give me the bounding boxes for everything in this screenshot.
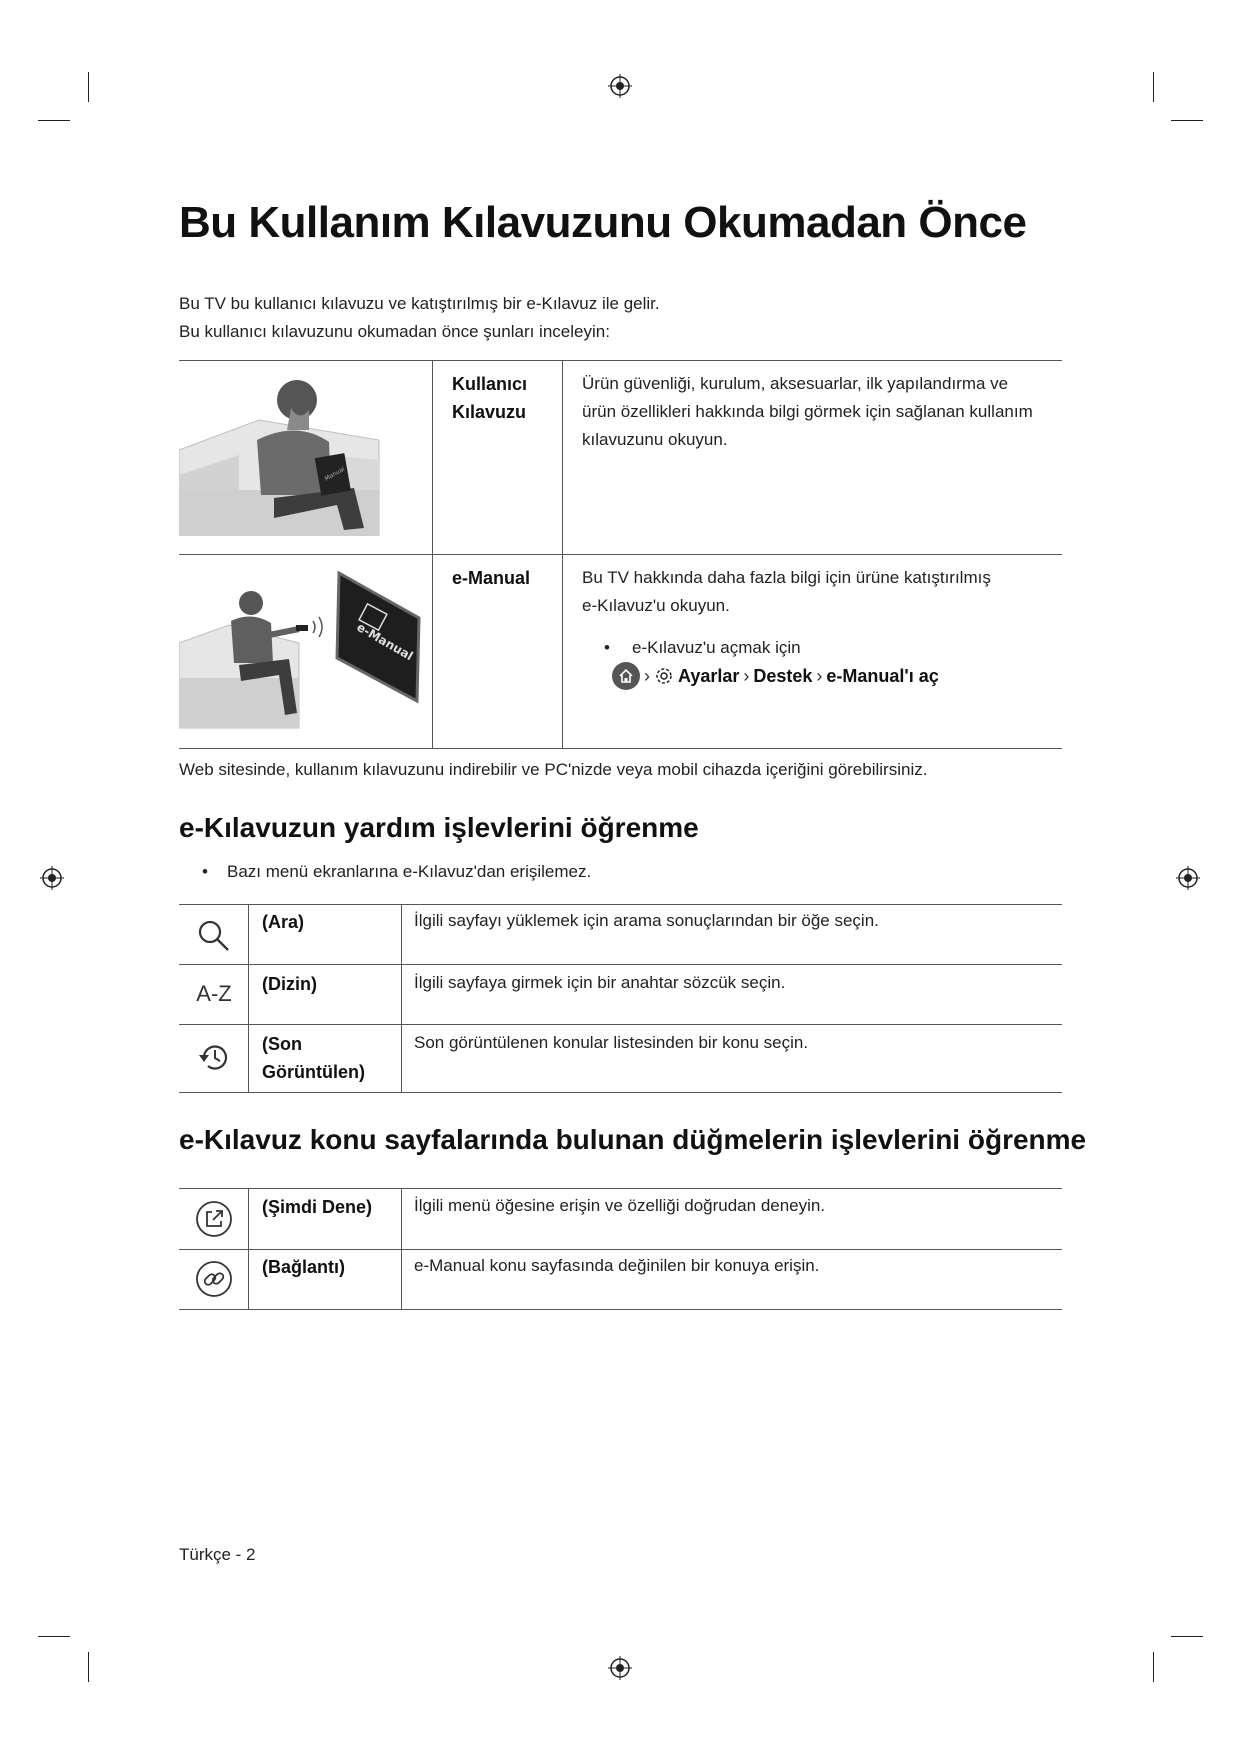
bullet-dot: •	[202, 862, 208, 881]
help-row-desc: İlgili sayfaya girmek için bir anahtar sözcük seçin.	[414, 973, 786, 992]
crop-mark	[1153, 72, 1154, 102]
crop-mark	[1153, 1652, 1154, 1682]
path-item: e-Manual'ı aç	[826, 665, 939, 686]
registration-mark-icon	[1176, 866, 1200, 890]
help-row-name-line: Görüntülen)	[262, 1062, 365, 1082]
table-border	[248, 1188, 249, 1309]
table-border	[179, 964, 1062, 965]
button-row-desc: e-Manual konu sayfasında değinilen bir konuya erişin.	[414, 1256, 820, 1275]
guide-desc-e-manual	[582, 564, 991, 620]
page-footer: Türkçe - 2	[179, 1545, 256, 1564]
chevron-right-icon: ›	[743, 665, 750, 686]
crop-mark	[1171, 120, 1203, 121]
help-row-desc: İlgili sayfayı yüklemek için arama sonuçlarından bir öğe seçin.	[414, 911, 879, 930]
guide-name-line: Kullanıcı	[452, 374, 528, 394]
screen-label: e-Manual	[354, 619, 416, 664]
table-border	[432, 360, 433, 748]
bullet-text: e-Kılavuz'u açmak için	[632, 638, 801, 657]
web-note: Web sitesinde, kullanım kılavuzunu indirebilir ve PC'nizde veya mobil cihazda içeriğini görebilirsiniz.	[179, 760, 928, 779]
table-border	[401, 904, 402, 1092]
home-icon	[612, 662, 640, 690]
menu-path	[612, 662, 939, 690]
help-row-desc: Son görüntülenen konular listesinden bir konu seçin.	[414, 1033, 809, 1052]
link-icon	[189, 1254, 239, 1304]
guide-desc-line: ürün özellikleri hakkında bilgi görmek için sağlanan kullanım	[582, 402, 1033, 421]
intro-line: Bu kullanıcı kılavuzunu okumadan önce şunları inceleyin:	[179, 322, 610, 341]
table-border	[248, 904, 249, 1092]
chevron-right-icon: ›	[644, 665, 650, 686]
table-border	[179, 1024, 1062, 1025]
try-now-icon	[189, 1194, 239, 1244]
table-border	[179, 1188, 1062, 1189]
page-title: Bu Kullanım Kılavuzunu Okumadan Önce	[179, 198, 1027, 247]
guide-name-line: Kılavuzu	[452, 402, 527, 422]
path-item: Destek	[753, 665, 813, 686]
table-border	[179, 554, 1062, 555]
table-border	[179, 1309, 1062, 1310]
e-manual-illustration	[179, 563, 424, 738]
crop-mark	[38, 120, 70, 121]
help-row-name	[262, 1030, 365, 1086]
button-row-name: (Bağlantı)	[262, 1257, 345, 1277]
table-border	[562, 360, 563, 748]
section-heading-help: e-Kılavuzun yardım işlevlerini öğrenme	[179, 812, 699, 843]
button-row-desc: İlgili menü öğesine erişin ve özelliği doğrudan deneyin.	[414, 1196, 826, 1215]
help-row-name: (Dizin)	[262, 974, 317, 994]
table-border	[179, 1092, 1062, 1093]
guide-name-user-manual	[452, 370, 527, 426]
search-icon	[189, 911, 239, 961]
table-border	[179, 360, 1062, 361]
table-border	[401, 1188, 402, 1309]
registration-mark-icon	[40, 866, 64, 890]
table-border	[179, 904, 1062, 905]
intro-text	[179, 290, 660, 346]
gear-icon	[654, 666, 674, 686]
guide-desc-line: e-Kılavuz'u okuyun.	[582, 596, 730, 615]
user-manual-illustration	[179, 370, 409, 536]
guide-desc-line: Bu TV hakkında daha fazla bilgi için ürüne katıştırılmış	[582, 568, 991, 587]
registration-mark-icon	[608, 74, 632, 98]
button-row-name: (Şimdi Dene)	[262, 1197, 373, 1217]
book-label: Manual	[323, 465, 346, 483]
bullet-dot: •	[604, 638, 610, 657]
table-border	[179, 748, 1062, 749]
guide-name-e-manual: e-Manual	[452, 568, 531, 588]
history-icon	[189, 1032, 239, 1082]
section-bullet	[202, 862, 591, 882]
crop-mark	[88, 72, 89, 102]
guide-desc-line: Ürün güvenliği, kurulum, aksesuarlar, ilk yapılandırma ve	[582, 374, 1009, 393]
crop-mark	[38, 1636, 70, 1637]
table-border	[179, 1249, 1062, 1250]
crop-mark	[88, 1652, 89, 1682]
path-item: Ayarlar	[678, 665, 740, 686]
chevron-right-icon: ›	[816, 665, 823, 686]
e-manual-bullet	[604, 638, 801, 658]
crop-mark	[1171, 1636, 1203, 1637]
section-heading-buttons: e-Kılavuz konu sayfalarında bulunan düğmelerin işlevlerini öğrenme	[179, 1124, 1087, 1155]
guide-desc-user-manual	[582, 370, 1033, 454]
bullet-text: Bazı menü ekranlarına e-Kılavuz'dan erişilemez.	[227, 862, 592, 881]
help-row-name: (Ara)	[262, 912, 305, 932]
guide-desc-line: kılavuzunu okuyun.	[582, 430, 728, 449]
registration-mark-icon	[608, 1656, 632, 1680]
intro-line: Bu TV bu kullanıcı kılavuzu ve katıştırılmış bir e-Kılavuz ile gelir.	[179, 294, 660, 313]
a-z-icon: A-Z	[196, 981, 232, 1006]
help-row-name-line: (Son	[262, 1034, 302, 1054]
